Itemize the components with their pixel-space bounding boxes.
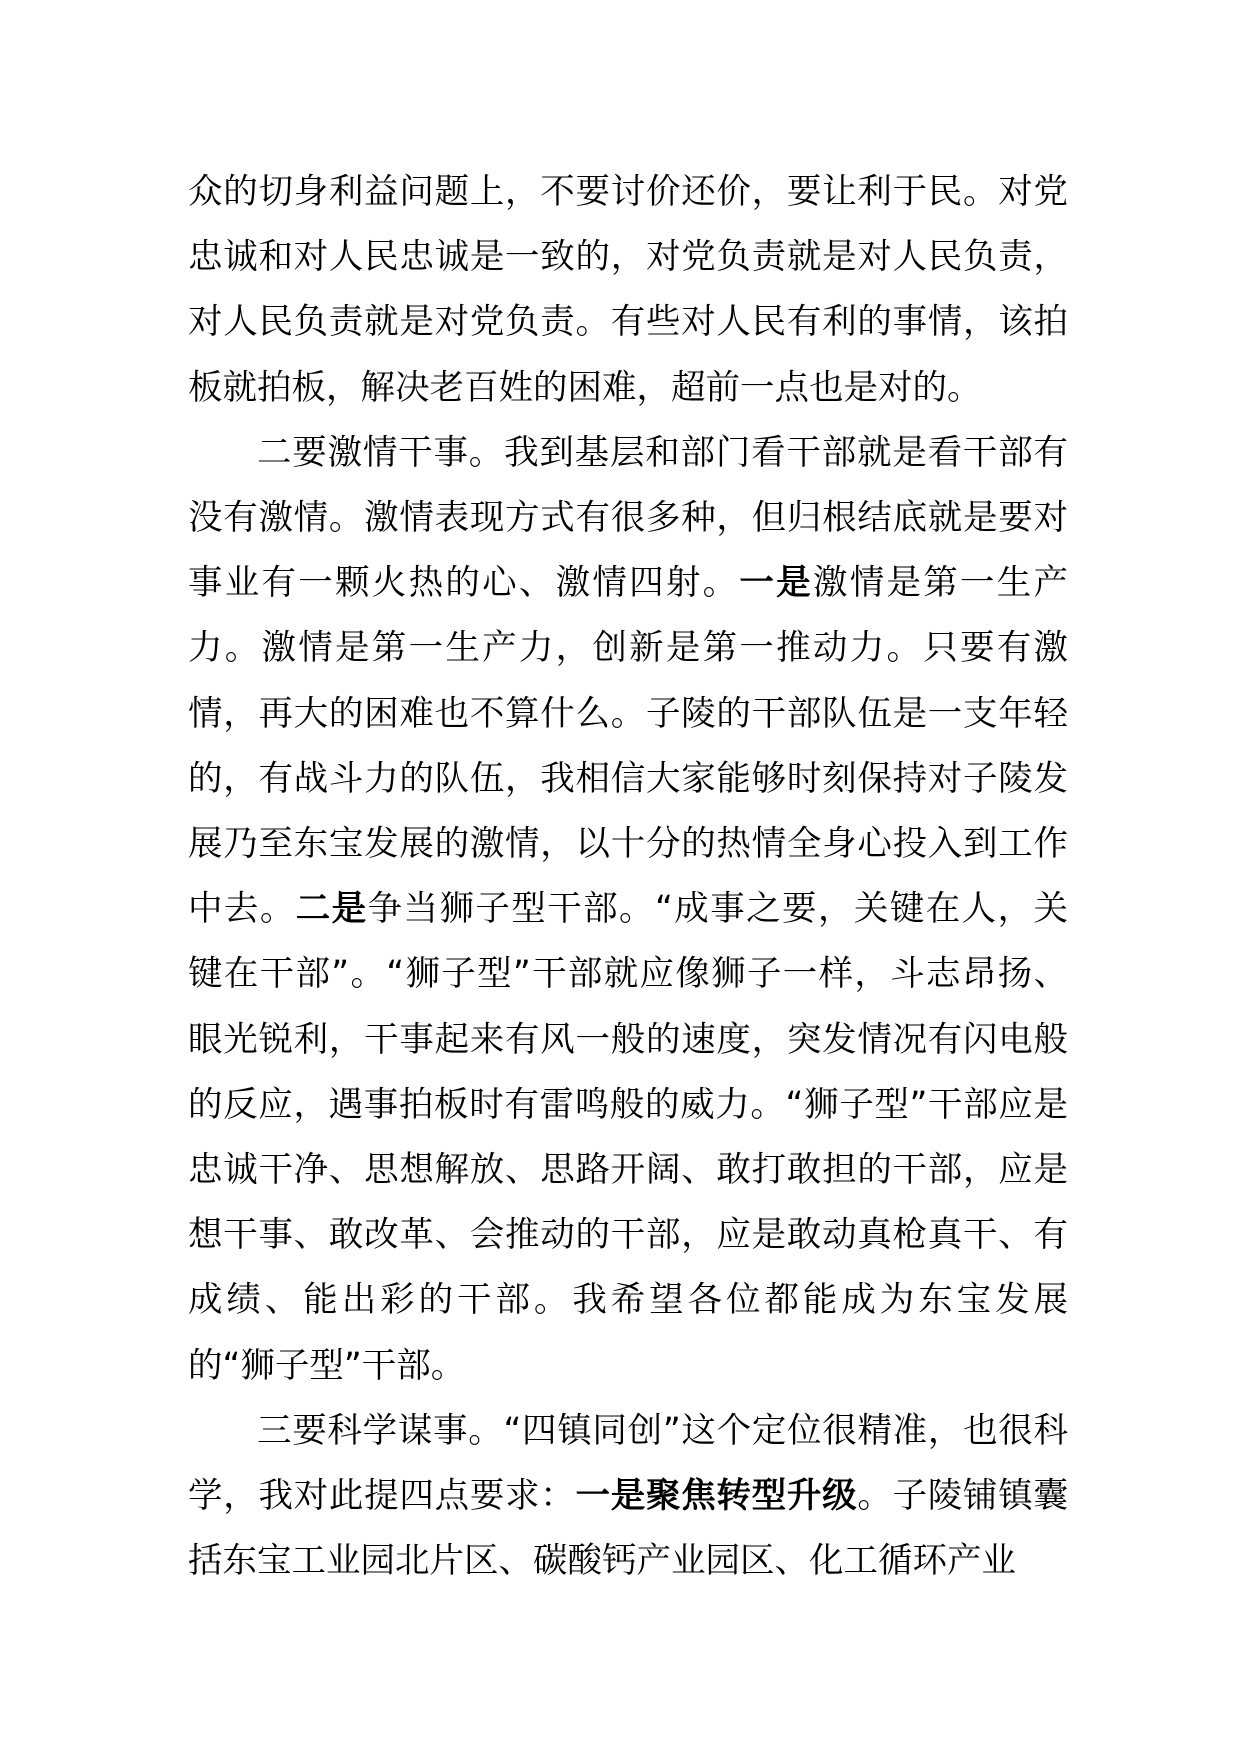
bold-text-run: 一是聚焦转型升级: [575, 1476, 858, 1517]
text-run: 争当狮子型干部。“成事之要，关键在人，关键在干部”。“狮子型”干部就应像狮子一样，斗志昂扬、眼光锐利，干事起来有风一般的速度，突发情况有闪电般的反应，遇事拍板时有雷鸣般的威力。“狮子型”干部应是忠诚干净、思想解放、思路开阔、敢打敢担的干部，应是想干事、敢改革、会推动的干部，应是敢动真枪真干、有成绩、能出彩的干部。我希望各位都能成为东宝发展的“狮子型”干部。: [188, 889, 1068, 1386]
document-body: [188, 160, 1068, 1594]
paragraph-3: [188, 1399, 1068, 1595]
text-run: 三要科学谋事。“四镇同创”这个定位很精准，也很科学，我对此提四点要求：: [188, 1410, 1068, 1517]
text-run: 。子陵铺镇囊括东宝工业园北片区、碳酸钙产业园区、化工循环产业: [188, 1476, 1069, 1582]
text-run: 激情是第一生产力。激情是第一生产力，创新是第一推动力。只要有激情，再大的困难也不算什么。子陵的干部队伍是一支年轻的，有战斗力的队伍，我相信大家能够时刻保持对子陵发展乃至东宝发展的激情，以十分的热情全身心投入到工作中去。: [188, 563, 1069, 930]
paragraph-1: [188, 160, 1068, 421]
paragraph-2: [188, 421, 1068, 1399]
bold-text-run: 一是: [739, 563, 813, 604]
bold-text-run: 二是: [295, 889, 368, 930]
text-run: 二要激情干事。我到基层和部门看干部就是看干部有没有激情。激情表现方式有很多种，但归根结底就是要对事业有一颗火热的心、激情四射。: [188, 432, 1068, 604]
text-run: 众的切身利益问题上，不要讨价还价，要让利于民。对党忠诚和对人民忠诚是一致的，对党负责就是对人民负责，对人民负责就是对党负责。有些对人民有利的事情，该拍板就拍板，解决老百姓的困难，超前一点也是对的。: [188, 172, 1068, 408]
